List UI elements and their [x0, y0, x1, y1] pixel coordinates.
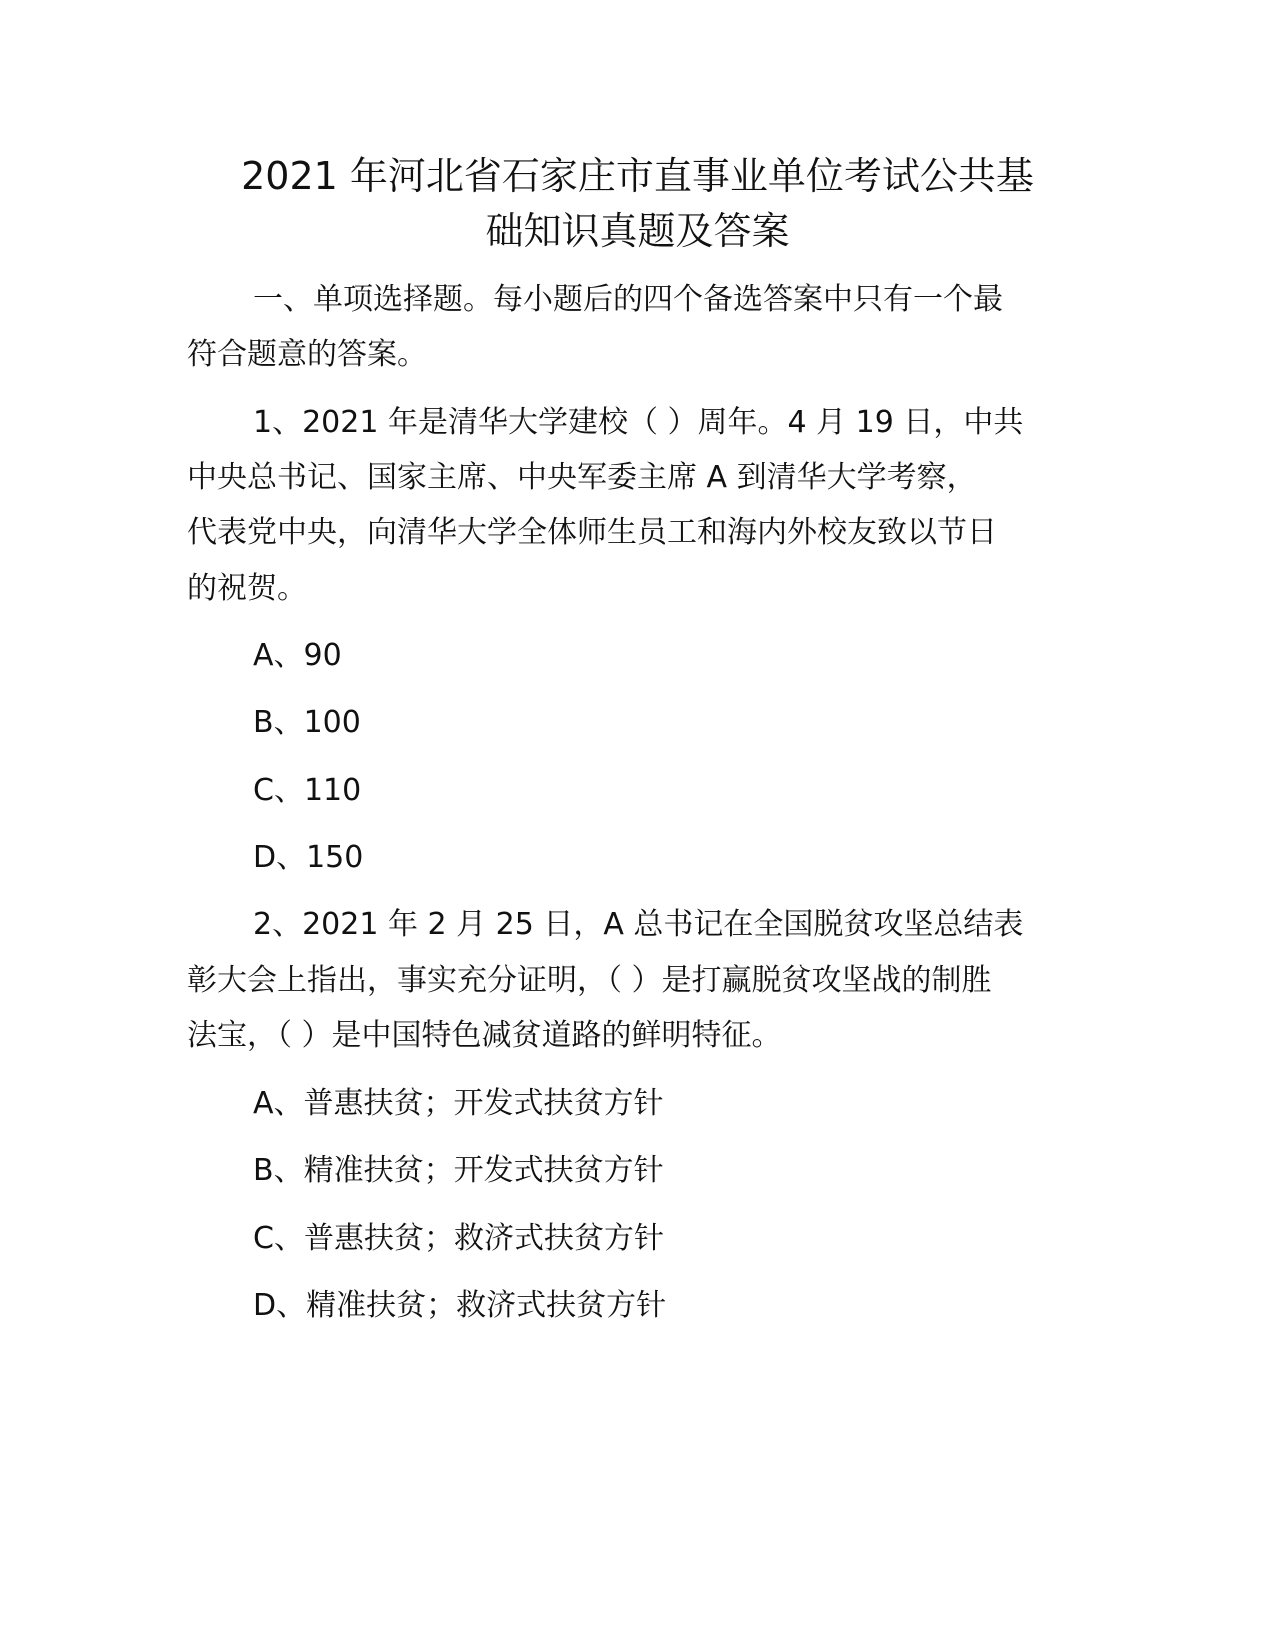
question-1-stem-line-2: 中央总书记、国家主席、中央军委主席 A 到清华大学考察，: [187, 460, 977, 495]
question-1-option-c: C、110: [253, 773, 362, 808]
question-1-stem-line-4: 的祝贺。: [187, 571, 307, 606]
document-title-line-2: 础知识真题及答案: [485, 209, 790, 253]
question-2-option-a: A、普惠扶贫；开发式扶贫方针: [253, 1086, 664, 1121]
question-1-stem-line-3: 代表党中央，向清华大学全体师生员工和海内外校友致以节日: [187, 515, 997, 550]
question-2-stem-line-1: 2、2021 年 2 月 25 日，A 总书记在全国脱贫攻坚总结表: [253, 907, 1024, 942]
question-2-stem-line-3: 法宝，（ ）是中国特色减贫道路的鲜明特征。: [187, 1018, 782, 1053]
section-heading-line-2: 符合题意的答案。: [187, 337, 427, 372]
section-heading-line-1: 一、单项选择题。每小题后的四个备选答案中只有一个最: [253, 282, 1003, 317]
question-1-stem-line-1: 1、2021 年是清华大学建校（ ）周年。4 月 19 日，中共: [253, 405, 1024, 440]
question-1-option-a: A、90: [253, 638, 342, 673]
document-title-line-1: 2021 年河北省石家庄市直事业单位考试公共基: [241, 154, 1034, 198]
question-1-option-b: B、100: [253, 705, 361, 740]
question-1-option-d: D、150: [253, 840, 364, 875]
question-2-stem-line-2: 彰大会上指出，事实充分证明，（ ）是打赢脱贫攻坚战的制胜: [187, 963, 992, 998]
question-2-option-d: D、精准扶贫；救济式扶贫方针: [253, 1288, 667, 1323]
question-2-option-b: B、精准扶贫；开发式扶贫方针: [253, 1153, 664, 1188]
question-2-option-c: C、普惠扶贫；救济式扶贫方针: [253, 1221, 664, 1256]
